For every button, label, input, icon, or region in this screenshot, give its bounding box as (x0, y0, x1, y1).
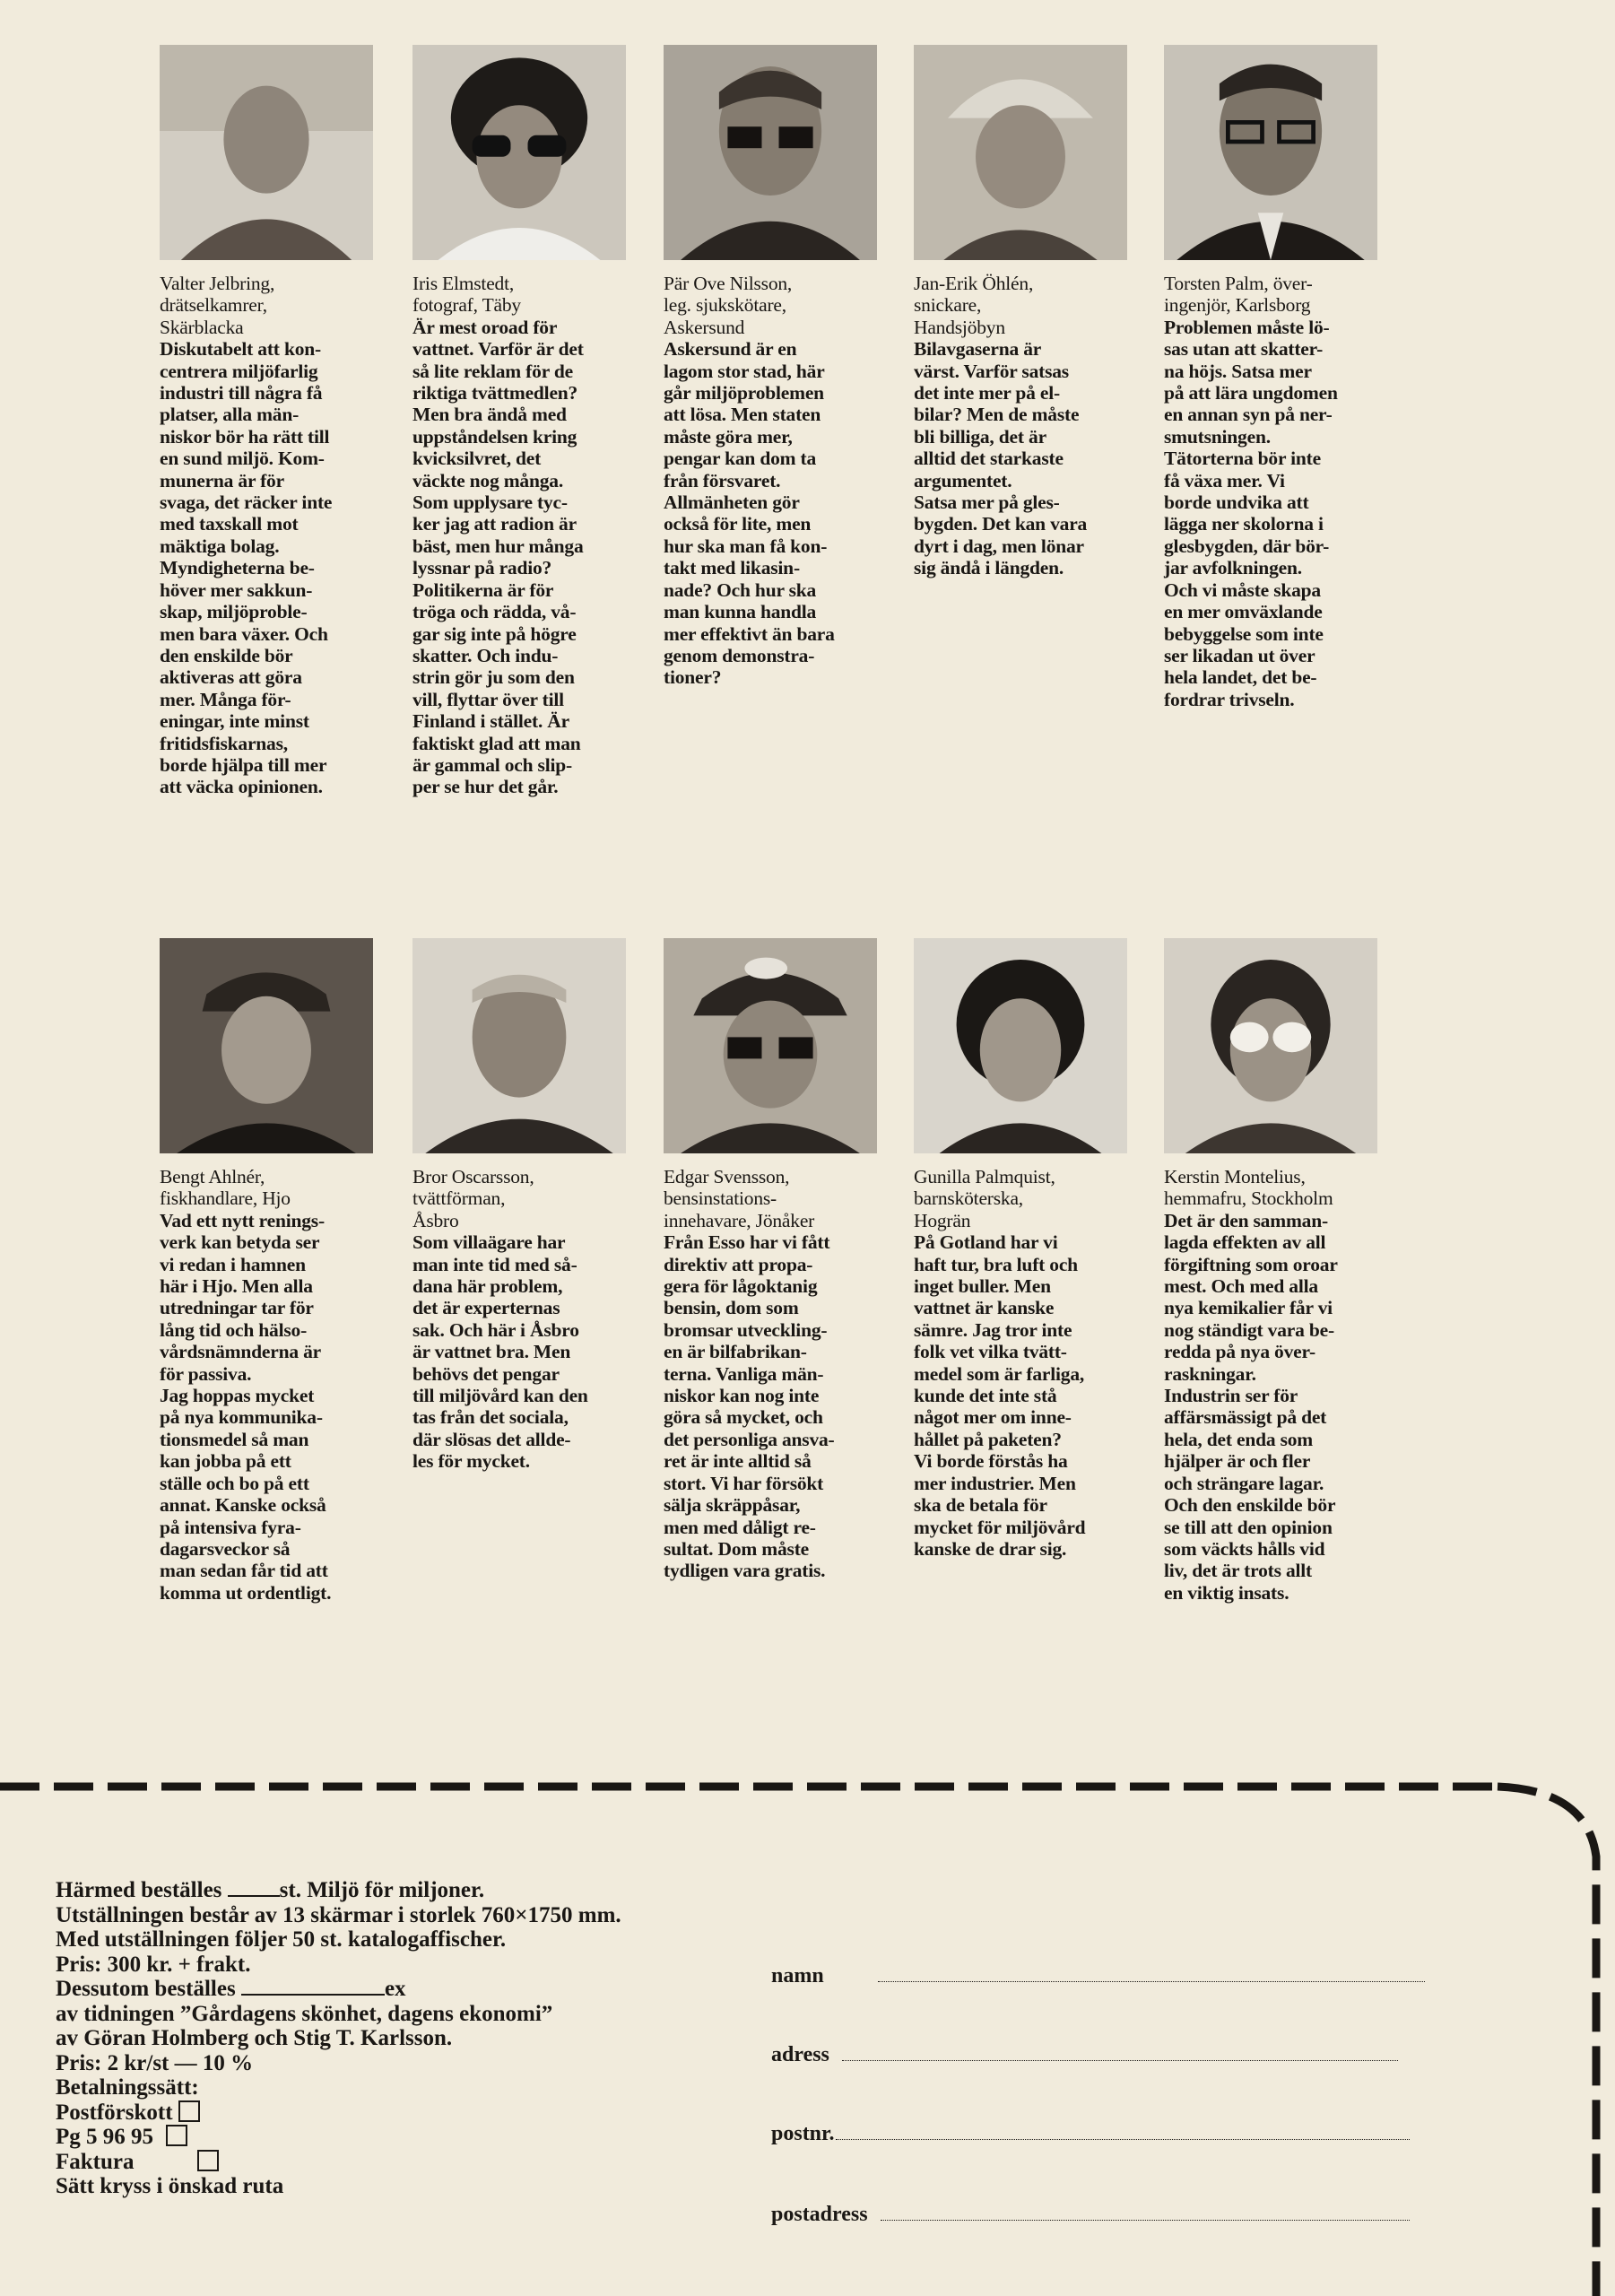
person-quote: Från Esso har vi fått direktiv att propa- gera för lågoktanig bensin, dom som bromsar utveckling- en är bilfabrikan- terna. Vanliga män- niskor kan nog inte göra så mycket, och det personliga ansva- ret är inte alltid så stort. Vi har försökt sälja skräppåsar, men med dåligt re- sultat. Dom måste tydligen vara gratis. (664, 1231, 835, 1582)
order-line: Med utställningen följer 50 st. katalogaffischer. (56, 1927, 507, 1952)
person-bio (160, 1166, 393, 1604)
order-line: Pris: 2 kr/st — 10 % (56, 2050, 254, 2075)
portrait-photo (160, 45, 373, 260)
order-line: av Göran Holmberg och Stig T. Karlsson. (56, 2026, 453, 2050)
field-label: postadress (771, 2203, 868, 2226)
person-bio (1164, 1166, 1397, 1604)
person-quote: Diskutabelt att kon- centrera miljöfarlig industri till några få platser, alla män- niskor bör ha rätt till en sund miljö. Kom- munerna är för svaga, det räcker inte med taxskall mot mäktiga bolag. Myndigheterna be- höver mer sakkun- skap, miljöproble- men bara växer. Och den enskilde bör aktiveras att göra mer. Många för- eningar, inte minst fritidsfiskarnas, borde hjälpa till mer att väcka opinionen. (160, 338, 333, 798)
portrait-photo (412, 45, 626, 260)
person-quote: Är mest oroad för vattnet. Varför är det så lite reklam för de riktiga tvättmedlen? Men bra ändå med uppståndelsen kring kvicksilvret, det väckte nog många. Som upplysare tyc- ker jag att radion är bäst, men hur många lyssnar på radio? Politikerna är för tröga och rädda, vå- gar sig inte på högre skatter. Och indu- strin gör ju som den vill, flyttar över till Finland i stället. Är faktiskt glad att man är gammal och slip- per se hur det går. (412, 316, 584, 798)
portrait-photo (664, 938, 877, 1153)
payment-option (56, 2150, 621, 2175)
portrait-photo (1164, 938, 1377, 1153)
person-quote: Vad ett nytt renings- verk kan betyda ser vi redan i hamnen här i Hjo. Men alla utredningar tar för lång tid och hälso- vårdsnämnderna är för passiva. Jag hoppas mycket på nya kommunika- tionsmedel så man kan jobba på ett ställe och bo på ett annat. Kanske också på intensiva fyra- dagarsveckor så man sedan får tid att komma ut ordentligt. (160, 1209, 332, 1604)
order-text: Dessutom beställes (56, 1977, 236, 2001)
person-bio (914, 273, 1147, 579)
order-line: Pris: 300 kr. + frakt. (56, 1952, 251, 1977)
person-bio (664, 1166, 897, 1582)
person-bio (664, 273, 897, 689)
person-card (1164, 938, 1397, 1604)
person-quote: Askersund är en lagom stor stad, här går miljöproblemen att lösa. Men staten måste göra mer, pengar kan dom ta från försvaret. Allmänheten gör också för lite, men hur ska man få kon- takt med likasin- nade? Och hur ska man kunna handla mer effektivt än bara genom demonstra- tioner? (664, 338, 835, 689)
person-card (1164, 45, 1397, 710)
person-bio (1164, 273, 1397, 710)
person-name-title: Iris Elmstedt, fotograf, Täby (412, 273, 521, 317)
person-card (914, 938, 1147, 1560)
order-line-magazine (56, 1977, 621, 2002)
field-label: namn (771, 1964, 824, 1987)
order-text: st. Miljö för miljoner. (279, 1878, 485, 1902)
field-rule (842, 2060, 1398, 2061)
order-line: av tidningen ”Gårdagens skönhet, dagens ekonomi” (56, 2001, 553, 2026)
person-bio (412, 1166, 646, 1473)
portrait-photo (664, 45, 877, 260)
portrait-photo (914, 45, 1127, 260)
person-quote: Som villaägare har man inte tid med så- dana här problem, det är experternas sak. Och här i Åsbro är vattnet bra. Men behövs det pengar till miljövård kan den tas från det sociala, där slösas det allde- les för mycket. (412, 1231, 588, 1473)
person-card (160, 45, 393, 798)
magazine-quantity-blank[interactable] (241, 1994, 385, 1996)
order-line-quantity (56, 1878, 621, 1903)
address-field[interactable] (771, 2043, 1489, 2067)
payment-option-label: Postförskott (56, 2100, 173, 2125)
person-quote: Det är den samman- lagda effekten av all förgiftning som oroar mest. Och med alla nya kemikalier får vi nog ständigt vara be- redda på nya över- raskningar. Industrin ser för affärsmässigt på det hela, det enda som hjälper är och fler och strängare lagar. Och den enskilde bör se till att den opinion som väckts hålls vid liv, det är trots allt en viktig insats. (1164, 1209, 1338, 1604)
order-line: Utställningen består av 13 skärmar i storlek 760×1750 mm. (56, 1902, 621, 1927)
cut-line-corner (1471, 1758, 1615, 2296)
field-rule (878, 1981, 1425, 1982)
person-bio (160, 273, 393, 798)
person-bio (914, 1166, 1147, 1560)
postnr-field[interactable] (771, 2122, 1489, 2146)
order-text: Härmed beställes (56, 1878, 222, 1902)
checkbox-instruction: Sätt kryss i önskad ruta (56, 2174, 284, 2198)
person-card (664, 938, 897, 1582)
person-quote: Problemen måste lö- sas utan att skatter- na höjs. Satsa mer på att lära ungdomen en annan syn på ner- smutsningen. Tätorterna bör inte få växa mer. Vi borde undvika att lägga ner skolorna i glesbygden, där bör- jar avfolkningen. Och vi måste skapa en mer omväxlande bebyggelse som inte ser likadan ut över hela landet, det be- fordrar trivseln. (1164, 316, 1338, 710)
person-card (412, 45, 646, 798)
person-name-title: Torsten Palm, över- ingenjör, Karlsborg (1164, 273, 1313, 317)
person-card (412, 938, 646, 1473)
person-card (664, 45, 897, 689)
portrait-photo (412, 938, 626, 1153)
postforskott-checkbox[interactable] (178, 2100, 200, 2122)
faktura-checkbox[interactable] (197, 2150, 219, 2171)
person-name-title: Gunilla Palmquist, barnsköterska, Hogrän (914, 1166, 1055, 1231)
person-quote: Bilavgaserna är värst. Varför satsas det inte mer på el- bilar? Men de måste bli billiga, det är alltid det starkaste argumentet. Satsa mer på gles- bygden. Det kan vara dyrt i dag, men lönar sig ändå i längden. (914, 338, 1088, 579)
name-field[interactable] (771, 1964, 1489, 1988)
payment-option-label: Faktura (56, 2149, 135, 2174)
person-quote: På Gotland har vi haft tur, bra luft och inget buller. Men vattnet är kanske sämre. Jag tror inte folk vet vilka tvätt- medel som är farliga, kunde det inte stå något mer om inne- hållet på paketen? Vi borde förstås ha mer industrier. Men ska de betala för mycket för miljövård kanske de drar sig. (914, 1231, 1086, 1560)
field-label: postnr. (771, 2122, 835, 2145)
order-form (56, 1878, 621, 2199)
field-label: adress (771, 2043, 829, 2066)
person-bio (412, 273, 646, 798)
field-rule (836, 2139, 1410, 2140)
payment-option (56, 2100, 621, 2126)
cut-line (0, 1778, 1542, 1796)
order-text: ex (384, 1977, 406, 2001)
person-name-title: Jan-Erik Öhlén, snickare, Handsjöbyn (914, 273, 1034, 338)
portrait-photo (160, 938, 373, 1153)
postadress-field[interactable] (771, 2203, 1489, 2227)
person-name-title: Bengt Ahlnér, fiskhandlare, Hjo (160, 1166, 291, 1210)
postgiro-checkbox[interactable] (166, 2125, 187, 2146)
person-card (914, 45, 1147, 579)
person-name-title: Bror Oscarsson, tvättförman, Åsbro (412, 1166, 534, 1231)
portrait-photo (914, 938, 1127, 1153)
person-name-title: Valter Jelbring, drätselkamrer, Skärblacka (160, 273, 275, 338)
field-rule (881, 2220, 1410, 2221)
person-card (160, 938, 393, 1604)
payment-heading: Betalningssätt: (56, 2075, 199, 2100)
person-name-title: Pär Ove Nilsson, leg. sjukskötare, Askersund (664, 273, 793, 338)
payment-option (56, 2125, 621, 2150)
quantity-blank[interactable] (228, 1895, 280, 1897)
payment-option-label: Pg 5 96 95 (56, 2125, 154, 2149)
person-name-title: Kerstin Montelius, hemmafru, Stockholm (1164, 1166, 1333, 1210)
person-name-title: Edgar Svensson, bensinstations- innehavare, Jönåker (664, 1166, 815, 1231)
portrait-photo (1164, 45, 1377, 260)
